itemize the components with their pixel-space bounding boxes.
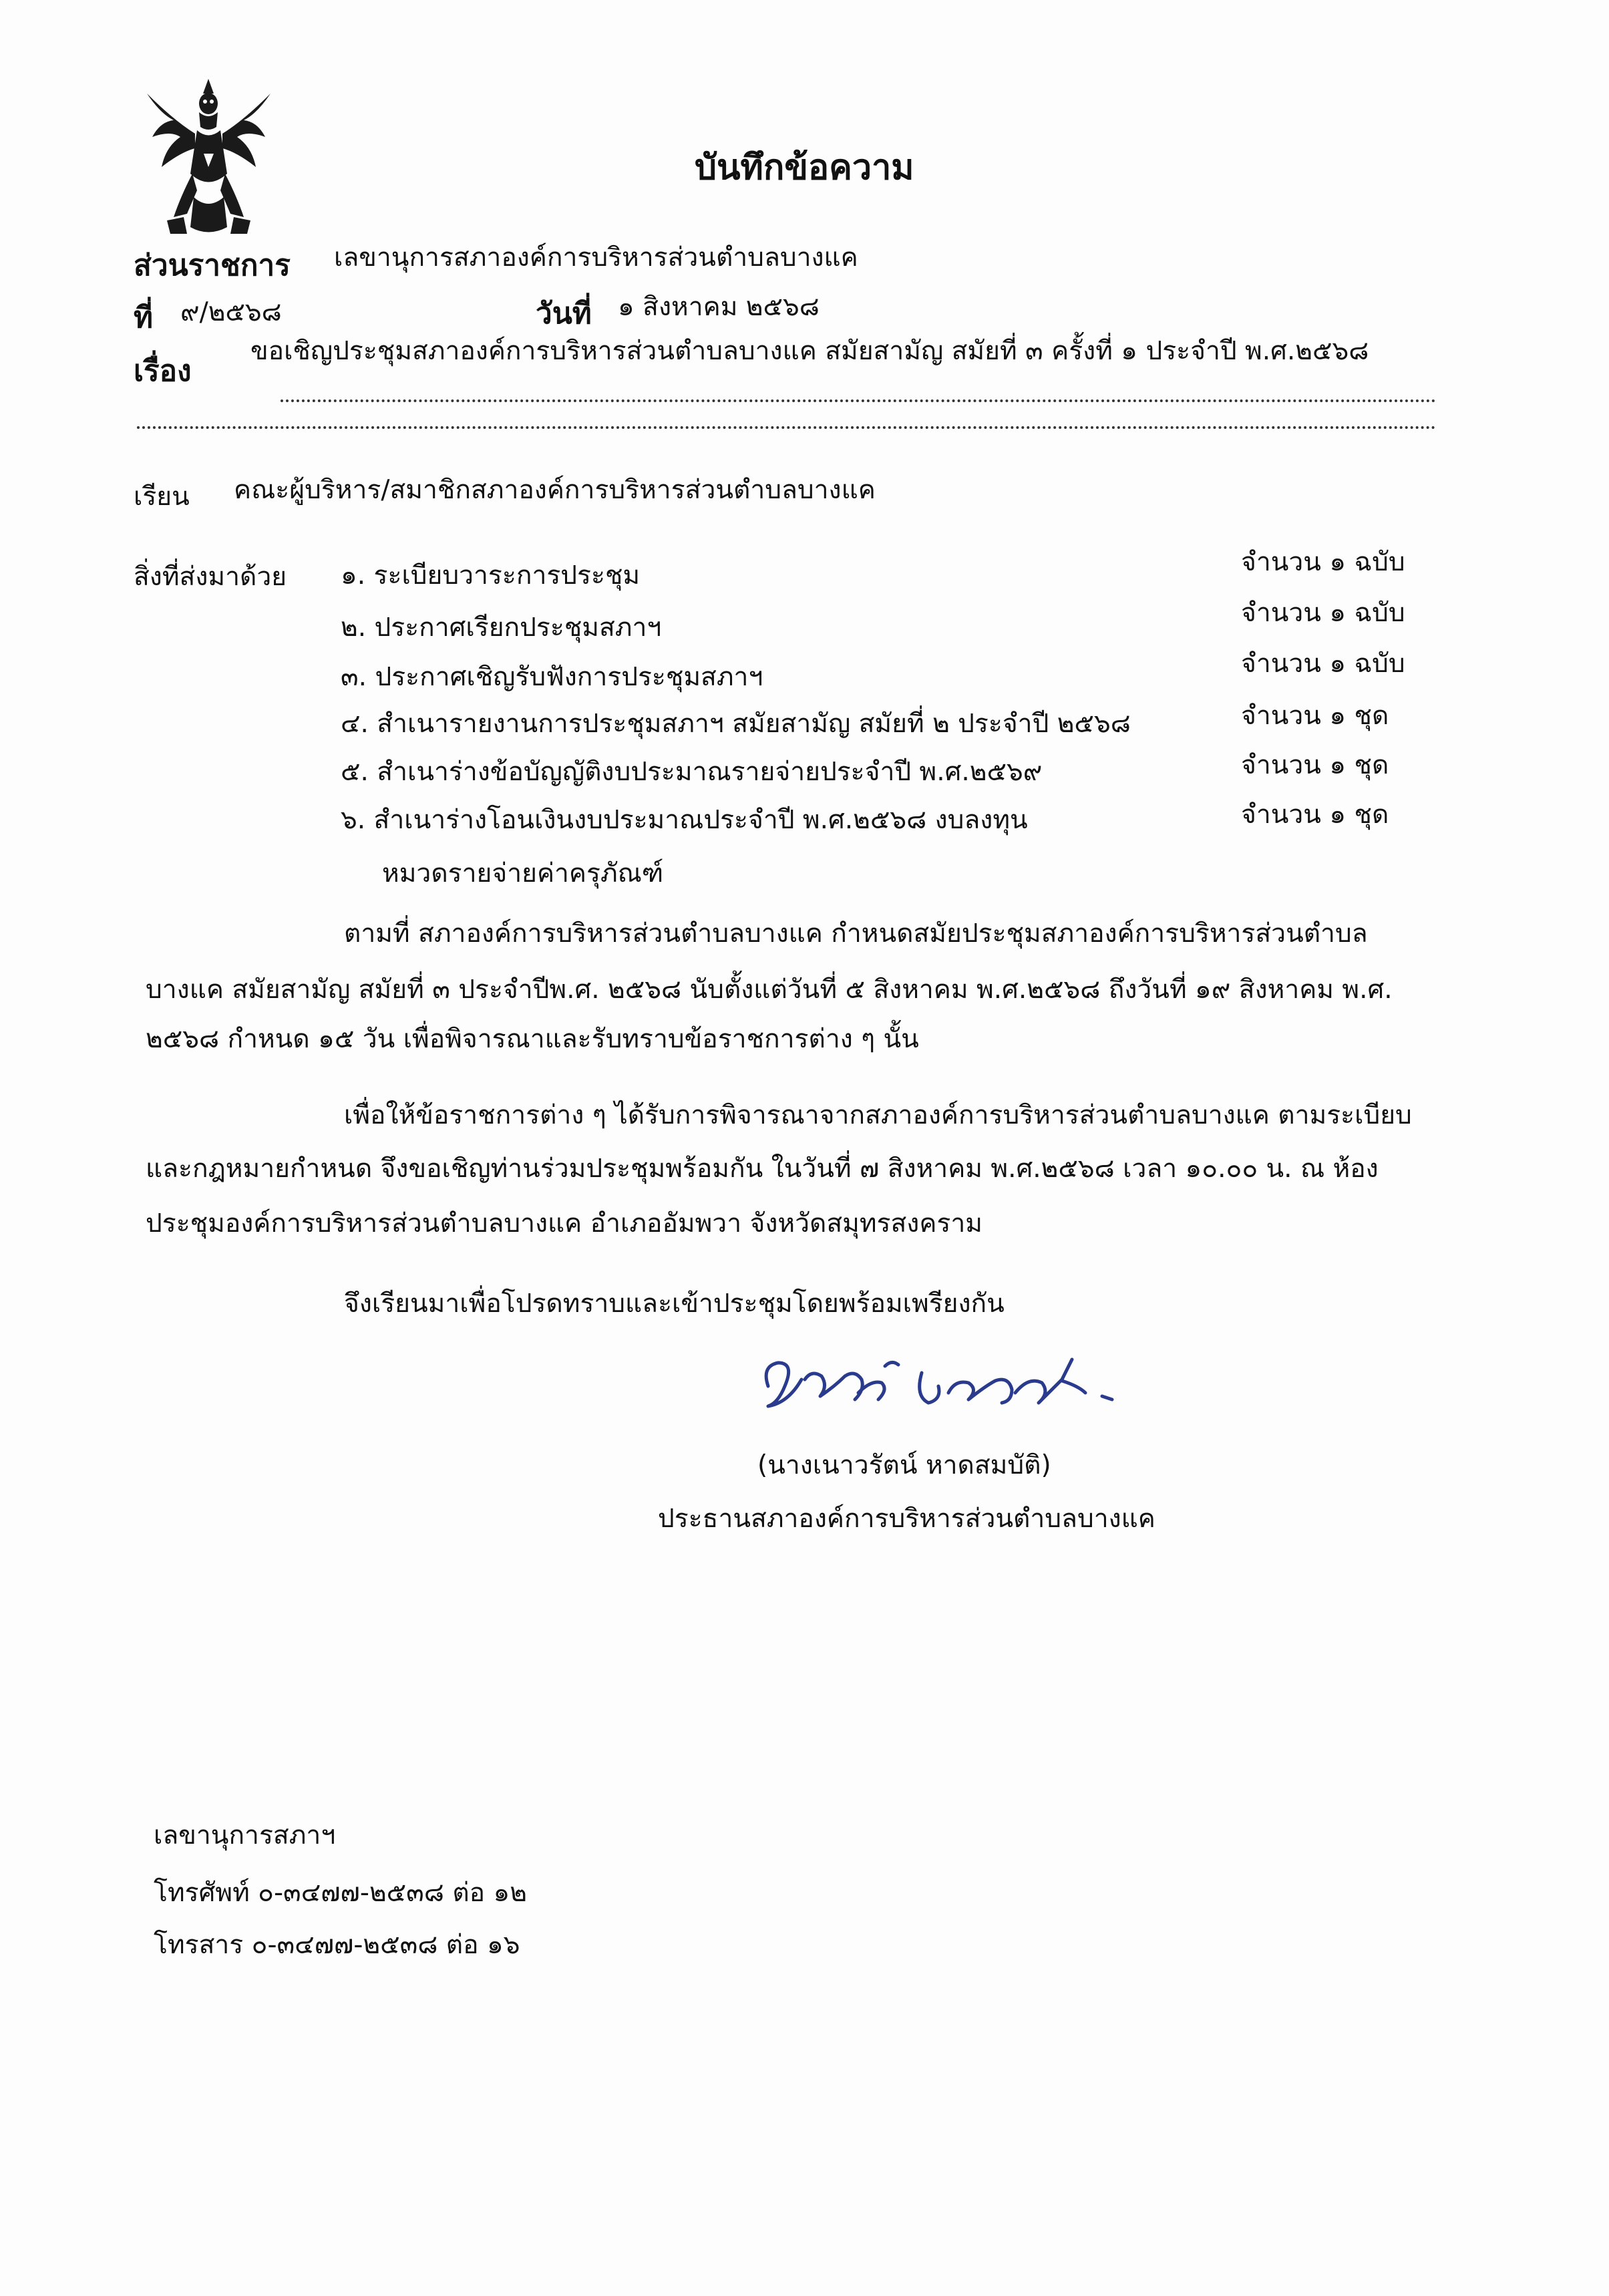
handwritten-signature bbox=[748, 1339, 1149, 1440]
subject-value: ขอเชิญประชุมสภาองค์การบริหารส่วนตำบลบางแค สมัยสามัญ สมัยที่ ๓ ครั้งที่ ๑ ประจำปี พ.ศ.๒๕๖๘ bbox=[250, 336, 1369, 366]
enclosure-qty: จำนวน ๑ ฉบับ bbox=[1241, 547, 1405, 577]
footer-fax: โทรสาร ๐-๓๔๗๗-๒๕๓๘ ต่อ ๑๖ bbox=[154, 1930, 520, 1960]
ref-label: ที่ bbox=[134, 301, 154, 335]
signatory-position: ประธานสภาองค์การบริหารส่วนตำบลบางแค bbox=[658, 1504, 1155, 1534]
ref-value: ๙/๒๕๖๘ bbox=[180, 297, 282, 327]
body-paragraph-1-line-3: ๒๕๖๘ กำหนด ๑๕ วัน เพื่อพิจารณาและรับทราบข้อราชการต่าง ๆ นั้น bbox=[146, 1024, 919, 1054]
body-paragraph-1-line-1: ตามที่ สภาองค์การบริหารส่วนตำบลบางแค กำหนดสมัยประชุมสภาองค์การบริหารส่วนตำบล bbox=[344, 919, 1368, 949]
date-label: วันที่ bbox=[536, 297, 592, 331]
enclosure-qty: จำนวน ๑ ชุด bbox=[1241, 701, 1389, 731]
memo-title: บันทึกข้อความ bbox=[695, 148, 914, 188]
enclosure-qty: จำนวน ๑ ชุด bbox=[1241, 800, 1389, 830]
enclosure-item: ๖. สำเนาร่างโอนเงินงบประมาณประจำปี พ.ศ.๒๕๖๘ งบลงทุน bbox=[341, 805, 1028, 835]
enclosure-item: ๕. สำเนาร่างข้อบัญญัติงบประมาณรายจ่ายประจำปี พ.ศ.๒๕๖๙ bbox=[341, 757, 1043, 787]
enclosure-item: ๓. ประกาศเชิญรับฟังการประชุมสภาฯ bbox=[341, 662, 763, 692]
footer-office: เลขานุการสภาฯ bbox=[154, 1820, 336, 1850]
signatory-name: (นางเนาวรัตน์ หาดสมบัติ) bbox=[757, 1450, 1051, 1480]
body-paragraph-2-line-1: เพื่อให้ข้อราชการต่าง ๆ ได้รับการพิจารณาจากสภาองค์การบริหารส่วนตำบลบางแค ตามระเบียบ bbox=[344, 1100, 1412, 1130]
subject-label: เรื่อง bbox=[134, 354, 192, 388]
footer-phone: โทรศัพท์ ๐-๓๔๗๗-๒๕๓๘ ต่อ ๑๒ bbox=[154, 1878, 527, 1908]
body-paragraph-2-line-2: และกฎหมายกำหนด จึงขอเชิญท่านร่วมประชุมพร้อมกัน ในวันที่ ๗ สิงหาคม พ.ศ.๒๕๖๘ เวลา ๑๐.๐๐ น. ณ ห้อง bbox=[146, 1154, 1379, 1184]
enclosure-item: ๒. ประกาศเรียกประชุมสภาฯ bbox=[341, 613, 662, 643]
salutation-value: คณะผู้บริหาร/สมาชิกสภาองค์การบริหารส่วนตำบลบางแค bbox=[234, 475, 876, 505]
enclosure-item: ๑. ระเบียบวาระการประชุม bbox=[341, 560, 641, 591]
body-paragraph-1-line-2: บางแค สมัยสามัญ สมัยที่ ๓ ประจำปีพ.ศ. ๒๕๖๘ นับตั้งแต่วันที่ ๕ สิงหาคม พ.ศ.๒๕๖๘ ถึงวันที่ ๑๙ สิงหาคม พ.ศ. bbox=[146, 975, 1393, 1005]
enclosures-label: สิ่งที่ส่งมาด้วย bbox=[134, 562, 287, 592]
garuda-emblem-icon bbox=[134, 73, 284, 240]
body-paragraph-2-line-3: ประชุมองค์การบริหารส่วนตำบลบางแค อำเภออัมพวา จังหวัดสมุทรสงคราม bbox=[146, 1208, 982, 1239]
enclosure-qty: จำนวน ๑ ฉบับ bbox=[1241, 598, 1405, 628]
subject-dotted-line bbox=[281, 399, 1436, 402]
closing-line: จึงเรียนมาเพื่อโปรดทราบและเข้าประชุมโดยพร้อมเพรียงกัน bbox=[344, 1289, 1005, 1319]
section-label: ส่วนราชการ bbox=[134, 249, 291, 283]
enclosure-item-continuation: หมวดรายจ่ายค่าครุภัณฑ์ bbox=[382, 858, 664, 888]
enclosure-qty: จำนวน ๑ ชุด bbox=[1241, 750, 1389, 780]
header-divider-line bbox=[137, 426, 1436, 429]
section-value: เลขานุการสภาองค์การบริหารส่วนตำบลบางแค bbox=[334, 242, 858, 273]
date-value: ๑ สิงหาคม ๒๕๖๘ bbox=[618, 292, 820, 322]
enclosure-qty: จำนวน ๑ ฉบับ bbox=[1241, 649, 1405, 679]
enclosure-item: ๔. สำเนารายงานการประชุมสภาฯ สมัยสามัญ สมัยที่ ๒ ประจำปี ๒๕๖๘ bbox=[341, 709, 1131, 739]
salutation-label: เรียน bbox=[134, 482, 190, 512]
